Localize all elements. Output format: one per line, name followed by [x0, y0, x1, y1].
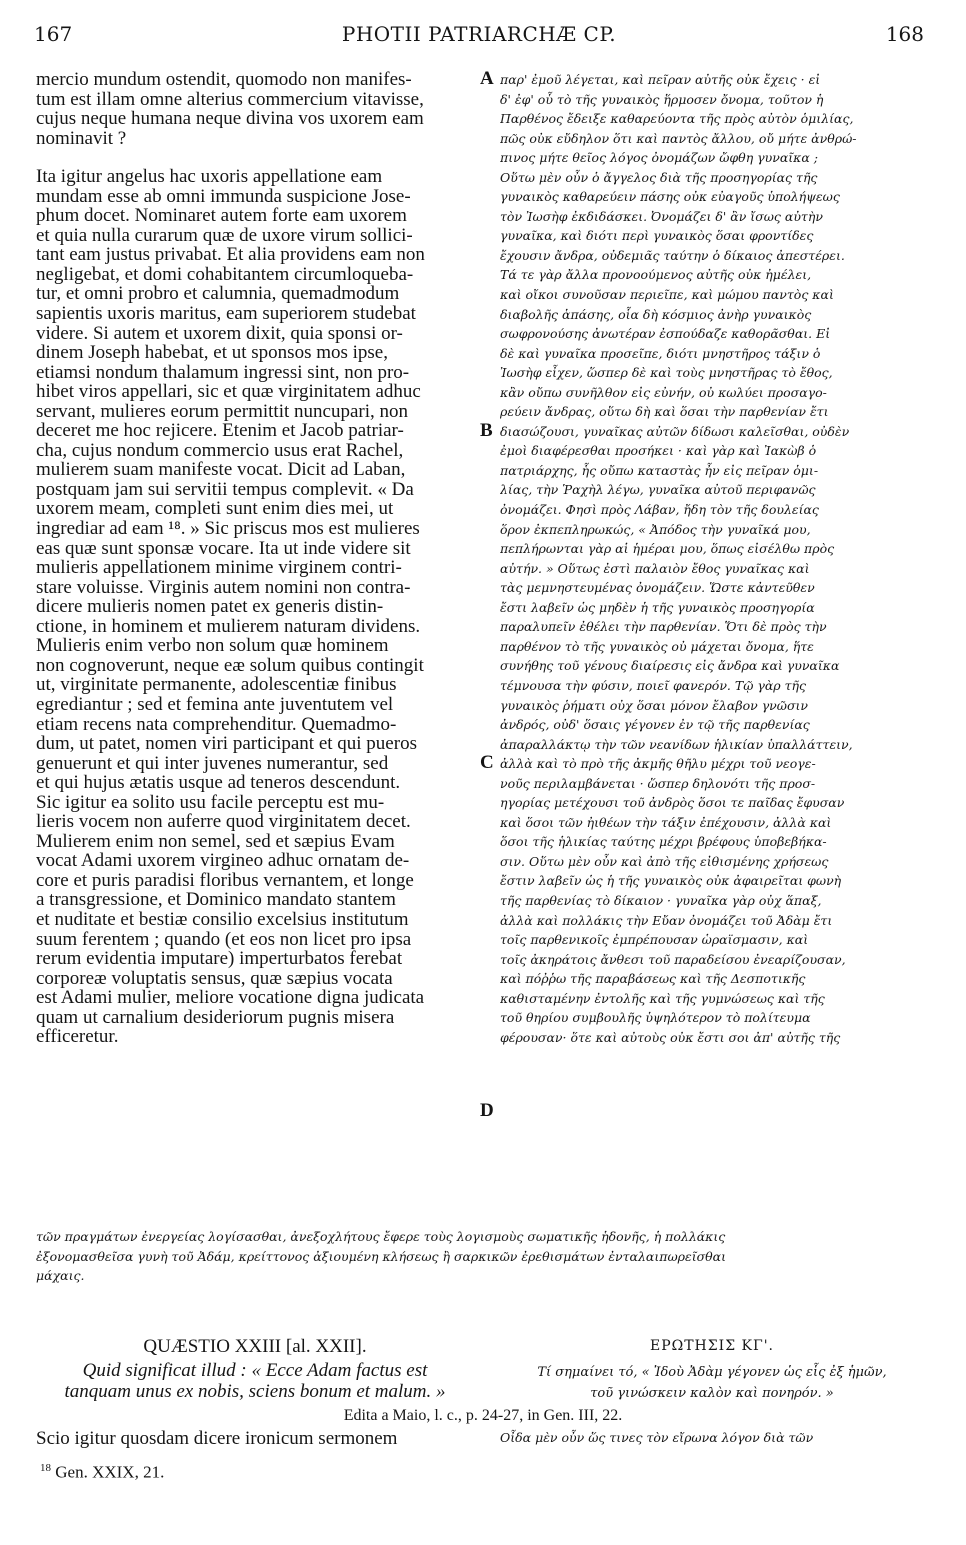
page-number-right: 168 — [885, 22, 924, 46]
greek-text-line: ὀνομάζει. Φησὶ πρὸς Λάβαν, ἤδη τὸν τῆς δουλείας — [500, 502, 819, 518]
margin-letter-c: C — [480, 752, 494, 773]
greek-text-line: Οὕτω μὲν οὖν ὁ ἄγγελος διὰ τῆς προσηγορίας τῆς — [500, 169, 818, 185]
greek-text-line: τῆς παρθενίας τὸ δίκαιον · γυναῖκα γὰρ οὐχ ἅπαξ, — [500, 892, 822, 908]
page-number-left: 167 — [34, 22, 73, 46]
greek-column — [500, 70, 924, 1047]
question-title-greek — [500, 1362, 924, 1404]
greek-text-line: πεπλήρωνται γὰρ αἱ ἡμέραι μου, ὅπως εἰσέλθω πρὸς — [500, 541, 835, 557]
latin-text-line: ingrediar ad eam ¹⁸. » Sic priscus mos est mulieres — [36, 519, 420, 539]
greek-text-line: τοῦ θηρίου συμβουλῆς ὑψηλότερον τὸ πολίτευμα — [500, 1010, 811, 1026]
greek-text-line: δ' ἐφ' οὗ τὸ τῆς γυναικὸς ἥρμοσεν ὄνομα, τοῦτον ἡ — [500, 91, 824, 107]
greek-text-line: τοῖς παρθενικοῖς ἐμπρέπουσαν ὡραϊσμασιν, καὶ — [500, 932, 809, 948]
latin-text-line: eas quæ sunt sponsæ vocare. Ita ut inde videre sit — [36, 538, 411, 559]
greek-text-line: συνήθης τοῦ γένους διαίρεσις εἰς ἄνδρα καὶ γυναῖκα — [500, 658, 840, 674]
latin-text-line: videre. Si autem et uxorem dixit, quia sponsi or- — [36, 323, 403, 344]
greek-text-line: νοῦς περιλαμβάνεται · ὥσπερ δηλονότι τῆς προσ- — [500, 775, 816, 791]
latin-continuation-line: Scio igitur quosdam dicere ironicum sermonem — [36, 1428, 398, 1449]
latin-text-line: etiam recens nata comprehenditur. Quemadmo- — [36, 714, 397, 735]
greek-full-width-text — [36, 1227, 926, 1286]
latin-text-line: tur, et omni probro et calumnia, quemadmodum — [36, 284, 400, 305]
margin-letter-a: A — [480, 68, 494, 89]
greek-text-line: ἔχουσιν ἄνδρα, οὐδεμιᾶς ταύτην ὁ δίκαιος ἀπεστέρει. — [500, 247, 845, 263]
greek-text-line: τὸν Ἰωσὴφ ἐκδιδάσκει. Ὀνομάζει δ' ἂν ἴσως αὐτὴν — [500, 208, 823, 224]
latin-text-line: servant, mulieres eorum permittit nuncupari, non — [36, 401, 408, 422]
greek-text-line: πατριάρχης, ἧς οὔπω καταστὰς ἦν εἰς πεῖραν ὁμι- — [500, 462, 819, 478]
latin-text-line: ctione, in hominem et mulierem naturam dividens. — [36, 616, 421, 637]
margin-letter-b: B — [480, 420, 493, 441]
latin-text-line: et nuditate et bestiæ consilio excelsius institutum — [36, 909, 409, 930]
running-header — [34, 22, 924, 50]
latin-text-line: stare voluisse. Virginis autem nomini non contra- — [36, 577, 411, 598]
greek-text-line: γυναικὸς καθαρεύειν πάσης οὐκ εὐαγοῦς ὑπολήψεως — [500, 189, 840, 205]
greek-text-line: τὰς μεμνηστευμένας ὀνομάζειν. Ὥστε κἀντεῦθεν — [500, 580, 815, 596]
greek-text-line: καὶ πόῤῥω τῆς παραβάσεως καὶ τῆς Δεσποτικῆς — [500, 971, 806, 987]
greek-text-line: γυναικὸς ῥήματι οὐχ ὅσαι μόνον ἔλαβον γνῶσιν — [500, 697, 808, 713]
latin-text-line: cha, cujus nondum commercio usus erat Rachel, — [36, 440, 404, 461]
greek-text-line: παρ' ἐμοῦ λέγεται, καὶ πεῖραν αὐτῆς οὐκ ἔχεις · εἰ — [500, 72, 821, 87]
greek-text-line: ἐμοὶ διαφέρεσθαι προσήκει · καὶ γὰρ καὶ Ἰακὼβ ὁ — [500, 443, 817, 459]
latin-text-line: tant eam justus privabat. Et alia providens eam non — [36, 245, 425, 265]
latin-text-line: dinem Joseph habebat, et ut sponsos mos ipse, — [36, 343, 388, 363]
greek-full-line: ἐξονομασθεῖσα γυνὴ τοῦ Ἀδάμ, κρείττονος ἀξιουμένη κλήσεως ἢ σαρκικῶν ἐρεθισμάτων ἐνταλαιπωρεῖσθαι — [36, 1248, 727, 1264]
latin-text-line: vocat Adami uxorem virgineo adhuc ornatam de- — [36, 851, 410, 871]
greek-text-line: πῶς οὐκ εὔδηλον ὅτι καὶ παντὸς ἄλλου, οὔ μήτε ἀνθρώ- — [500, 130, 857, 146]
latin-text-line: hibet viros appellari, sic et quæ virginitatem adhuc — [36, 382, 421, 402]
latin-text-line: deceret me hoc rejicere. Etenim et Jacob patriar- — [36, 421, 404, 441]
greek-text-line: πινος μήτε θεῖος λόγος ὀνομάζων ὤφθη γυναῖκα ; — [500, 150, 818, 166]
greek-full-line: τῶν πραγμάτων ἐνεργείας λογίσασθαι, ἀνεξοχλήτους ἔφερε τοὺς λογισμοὺς σωματικῆς ἡδονῆς, ἡ πολλάκις — [36, 1229, 726, 1244]
greek-text-line: διαβολῆς ἁπάσης, οἷα δὴ κόσμιος ἀνὴρ γυναικὸς — [500, 306, 812, 322]
latin-text-line: dicere mulieris nomen patet ex generis distin- — [36, 597, 384, 617]
greek-text-line: παραλυπεῖν ἐθέλει τὴν παρθενίαν. Ὅτι δὲ πρὸς τὴν — [500, 619, 827, 635]
latin-text-line: negligebat, et domi cohabitantem circumloqueba- — [36, 264, 414, 285]
latin-text-line: Ita igitur angelus hac uxoris appellatione eam — [36, 167, 383, 187]
greek-continuation-line: Οἶδα μὲν οὖν ὥς τινες τὸν εἴρωνα λόγον διὰ τῶν — [500, 1430, 814, 1445]
latin-text-line: mercio mundum ostendit, quomodo non manifes- — [36, 70, 412, 90]
greek-text-line: καθισταμένην ἐντολῆς καὶ τῆς γυμνώσεως καὶ τῆς — [500, 990, 825, 1006]
greek-text-line: ἀνδρός, οὐδ' ὅσαις γέγονεν ἐν τῷ τῆς παρθενίας — [500, 717, 810, 733]
latin-text-line: Mulieris enim verbo non solum quæ hominem — [36, 636, 389, 656]
greek-text-line: παρθένον τὸ τῆς γυναικὸς οὐ μάχεται ὄνομα, ἥτε — [500, 638, 814, 654]
question-heading-latin: QUÆSTIO XXIII [al. XXII]. — [143, 1336, 367, 1357]
latin-text-line: quam ut carnalium desideriorum pugnis misera — [36, 1007, 395, 1028]
latin-text-line: core et puris paradisi floribus vernantem, et longe — [36, 870, 414, 891]
question-heading-greek: ΕΡΩΤΗΣΙΣ ΚΓ'. — [649, 1338, 775, 1354]
greek-text-line: ἀλλὰ καὶ πολλάκις τὴν Εὔαν ὀνομάζει τοῦ Ἀδὰμ ἔτι — [500, 912, 833, 928]
greek-text-line: γυναῖκα, καὶ διότι περὶ γυναικὸς ὅσαι φροντίδες — [500, 228, 814, 244]
greek-text-line: διασώζουσι, γυναῖκας αὐτῶν δίδωσι καλεῖσθαι, οὐδὲν — [500, 423, 850, 439]
latin-text-line: mulieris appellationem minime virginem contri- — [36, 558, 402, 578]
greek-text-line: ὅρον ἐκπεπληρωκώς, « Ἀπόδος τὴν γυναῖκά μου, — [500, 521, 811, 537]
greek-text-line: κἂν οὔπω συνῆλθον εἰς εὐνήν, οὐ κωλύει προσαγο- — [500, 384, 827, 400]
latin-text-line — [36, 148, 474, 167]
latin-text-line: et quia nulla curarum quæ de uxore virum sollici- — [36, 225, 413, 246]
running-title: PHOTII PATRIARCHÆ CP. — [341, 22, 617, 46]
footnote-number: 18 — [40, 1462, 51, 1474]
latin-text-line: uxorem meam, completi sunt enim dies mei, ut — [36, 499, 394, 520]
latin-text-line: phum docet. Nominaret autem forte eam uxorem — [36, 206, 407, 226]
latin-text-line: suum ferentem ; quando (et eos non licet pro ipsa — [36, 929, 412, 950]
latin-text-line: Mulierem enim non semel, sed et sæpius Evam — [36, 831, 395, 852]
margin-letter-d: D — [480, 1100, 494, 1121]
latin-text-line: etiamsi nondum thalamum ingressi sint, non pro- — [36, 362, 410, 383]
latin-text-line: rerum evidentia imputare) imperturbatos ferebat — [36, 949, 403, 969]
greek-text-line: καὶ ὅσοι τῶν ἠιθέων τὴν τάξιν ἐπέχουσιν, ἀλλὰ καὶ — [500, 814, 832, 830]
question-title-greek-line: Τί σημαίνει τό, « Ἰδοὺ Ἀδὰμ γέγονεν ὡς εἷς ἐξ ἡμῶν, — [537, 1365, 887, 1380]
greek-text-line: Παρθένος ἔδειξε καθαρεύοντα τῆς πρὸς αὐτὸν ὁμιλίας, — [500, 111, 854, 127]
greek-full-line: μάχαις. — [36, 1268, 85, 1284]
greek-text-line: τέμνουσα τὴν φύσιν, ποιεῖ φανερόν. Τῷ γὰρ τῆς — [500, 677, 807, 693]
greek-text-line: σωφρονούσης ἀνωτέραν ἐσπούδαζε καθορᾶσθαι. Εἰ — [500, 326, 831, 342]
latin-text-line: lieris vocem non auferre quod virginitatem decet. — [36, 812, 411, 832]
latin-text-line: efficeretur. — [36, 1027, 119, 1047]
edition-note: Edita a Maio, l. c., p. 24-27, in Gen. III, 22. — [343, 1407, 623, 1424]
greek-text-line: τοῖς ἀκηράτοις ἄνθεσι τοῦ παραδείσου ἐνεαρίζουσαν, — [500, 951, 846, 967]
footnote — [40, 1462, 164, 1483]
greek-text-line: ἔστι λαβεῖν ὡς μηδὲν ἡ τῆς γυναικὸς προσηγορία — [500, 599, 815, 615]
greek-text-line: δὲ καὶ γυναῖκα προσεῖπε, διότι μνηστῆρος τάξιν ὁ — [500, 345, 821, 361]
greek-text-line: καὶ οἴκοι συνοῦσαν περιεῖπε, καὶ μώμου παντὸς καὶ — [500, 287, 834, 303]
latin-text-line: egrediantur ; sed et femina ante juventutem vel — [36, 694, 394, 715]
greek-text-line: φέρουσαν· ὅτε καὶ αὐτοὺς οὐκ ἔστι σοι ἀπ' αὐτῆς τῆς — [500, 1029, 841, 1045]
question-title-latin-line: Quid significat illud : « Ecce Adam factus est — [82, 1360, 428, 1381]
greek-text-line: Ἰωσὴφ εἶχεν, ὥσπερ δὲ καὶ τοὺς μνηστῆρας τὸ ἔθος, — [500, 365, 833, 381]
greek-text-line: ἀλλὰ καὶ τὸ πρὸ τῆς ἀκμῆς θῆλυ μέχρι τοῦ νεογε- — [500, 756, 816, 772]
latin-text-line: tum est illam omne alterius commercium vitavisse, — [36, 89, 424, 110]
latin-text-line: est Adami mulier, meliore vocatione digna judicata — [36, 988, 425, 1008]
greek-text-line: ἀπαραλλάκτῳ τὴν τῶν νεανίδων ἡλικίαν ὑπαλλάττειν, — [500, 736, 853, 752]
question-title-latin — [36, 1360, 474, 1402]
question-title-greek-line: τοῦ γινώσκειν καλὸν καὶ πονηρόν. » — [590, 1386, 834, 1401]
greek-text-line: ηγορίας μετέχουσι τοῦ ἀνδρὸς ὅσοι τε παῖδας ἔφυσαν — [500, 795, 845, 811]
greek-text-line: Τά τε γὰρ ἄλλα προνοούμενος αὐτῆς οὐκ ἠμέλει, — [500, 267, 812, 283]
latin-text-line: a transgressione, et Dominico mandato stantem — [36, 890, 396, 910]
latin-text-line: Sic igitur ea solito usu facile perceptu est mu- — [36, 792, 385, 813]
latin-text-line: genuerunt et qui inter juvenes numerantur, sed — [36, 753, 389, 774]
latin-text-line: ut, virginitate permanente, adolescentiæ finibus — [36, 675, 397, 695]
question-title-latin-line: tanquam unus ex nobis, sciens bonum et malum. » — [64, 1381, 446, 1402]
latin-text-line: sapientis uxoris maritus, eam superiorem studebat — [36, 304, 416, 324]
latin-text-line: corporeæ voluptatis sensus, quæ sæpius vocata — [36, 968, 393, 989]
latin-text-line: et qui hujus ætatis usque ad teneros descendunt. — [36, 773, 401, 793]
latin-text-line: nominavit ? — [36, 128, 127, 149]
latin-text-line: mundam esse ab omni immunda suspicione Jose- — [36, 186, 411, 207]
latin-text-line: non cognoverunt, neque eæ solum quibus contingit — [36, 655, 424, 676]
greek-text-line: αὐτήν. » Οὕτως ἐστὶ παλαιὸν ἔθος γυναῖκας καὶ — [500, 560, 810, 576]
greek-text-line: ὅσοι τῆς ἡλικίας ταύτης μέχρι βρέφους ὑποβεβήκα- — [500, 834, 827, 850]
greek-text-line: σιν. Οὕτω μὲν οὖν καὶ ἀπὸ τῆς εἰθισμένης χρήσεως — [500, 853, 829, 869]
footnote-text: Gen. XXIX, 21. — [55, 1462, 165, 1482]
greek-text-line: ρεύειν ἄνδρας, οὕτω δὴ καὶ ὅσαι τὴν παρθενίαν ἔτι — [500, 404, 829, 420]
latin-text-line: mulierem suam manifeste vocat. Dicit ad Laban, — [36, 460, 406, 480]
latin-text-line: dum, ut patet, nomen viri participant et qui pueros — [36, 734, 417, 754]
latin-text-line: postquam jam sui servitii tempus complevit. « Da — [36, 479, 414, 500]
greek-text-line: ἔστιν λαβεῖν ὡς ἡ τῆς γυναικὸς οὐκ ἀφαιρεῖται φωνὴ — [500, 873, 842, 889]
latin-text-line: cujus neque humana neque divina vos uxorem eam — [36, 109, 424, 129]
latin-column — [36, 70, 474, 1047]
greek-text-line: λίας, τὴν Ῥαχὴλ λέγω, γυναῖκα αὐτοῦ περιφανῶς — [500, 482, 816, 498]
